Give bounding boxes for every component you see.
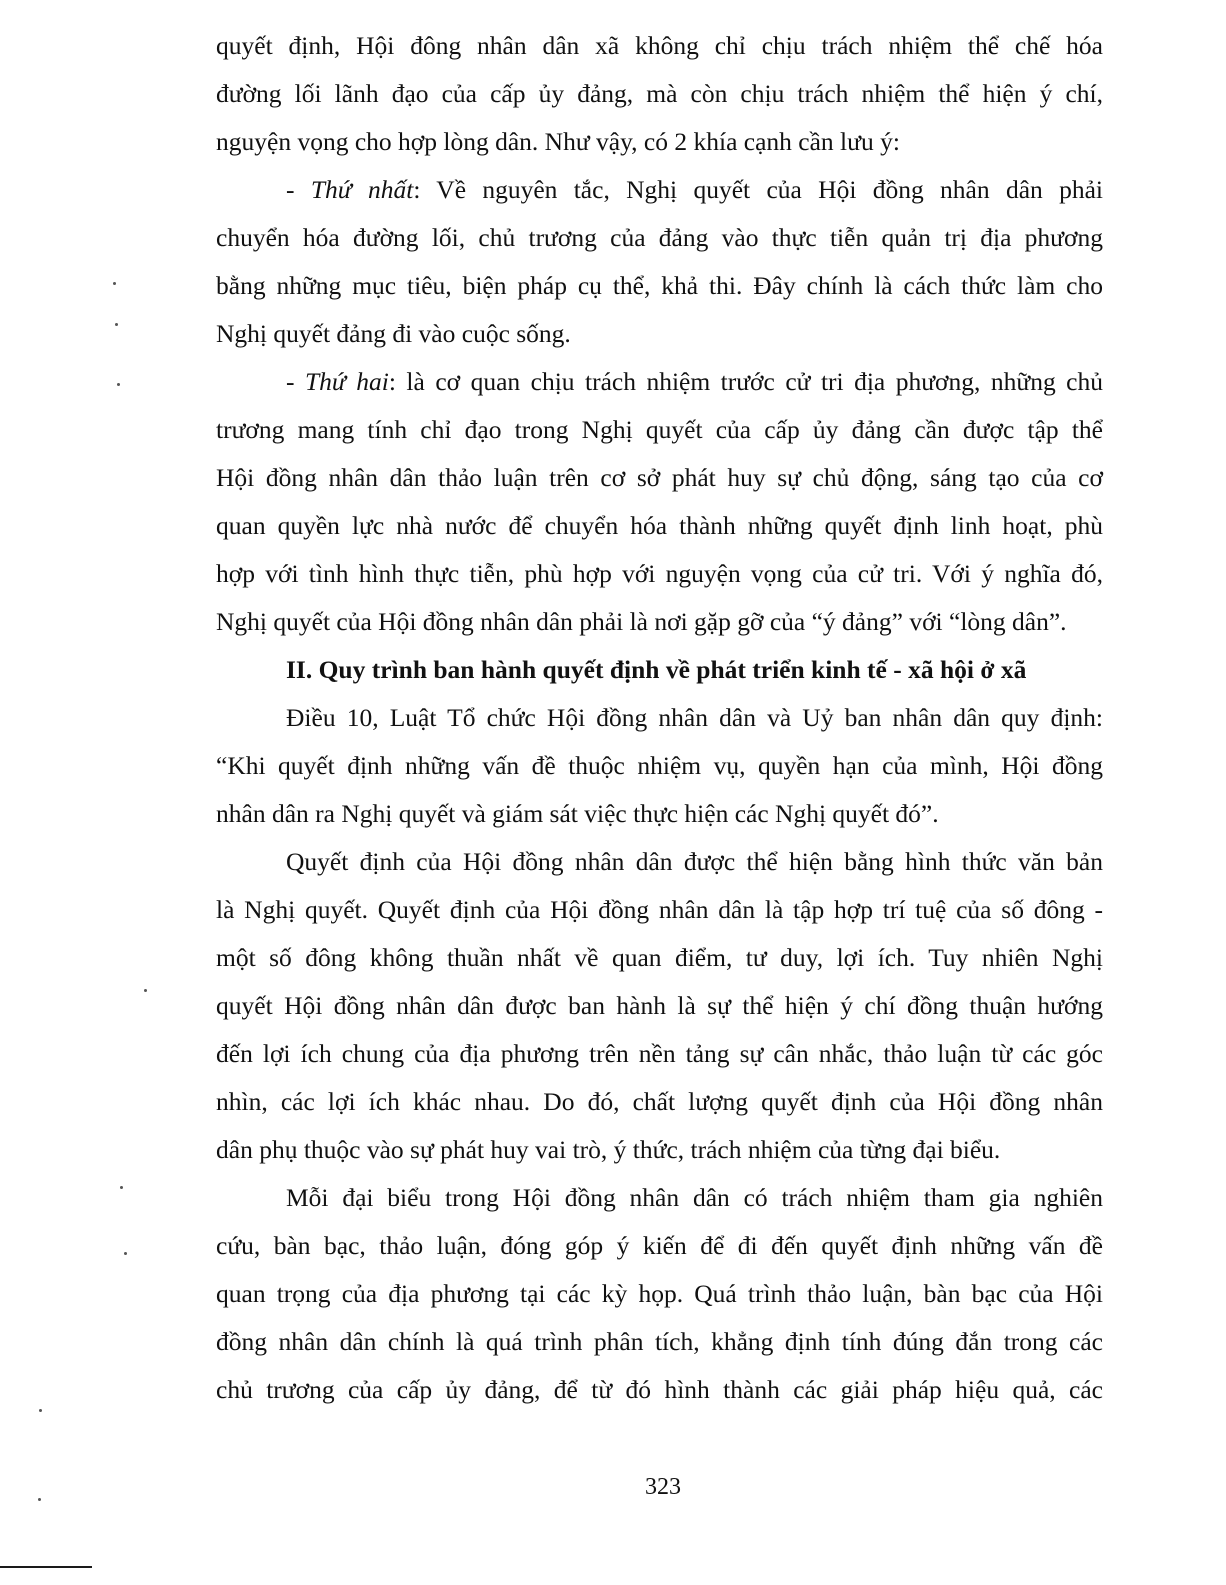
first-point-line (216, 166, 1103, 214)
first-point-label: Thứ nhất (310, 175, 414, 204)
scan-speck (39, 1409, 42, 1412)
text-line: nhân dân ra Nghị quyết và giám sát việc thực hiện các Nghị quyết đó”. (216, 799, 939, 828)
margin-rule (0, 1566, 92, 1568)
text-line: trương mang tính chỉ đạo trong Nghị quyết của cấp ủy đảng cần được tập thể (216, 415, 1103, 444)
text-line: quan quyền lực nhà nước để chuyển hóa thành những quyết định linh hoạt, phù (216, 511, 1103, 540)
text-line: là Nghị quyết. Quyết định của Hội đồng nhân dân là tập hợp trí tuệ của số đông - (216, 895, 1103, 924)
text-line: Mỗi đại biểu trong Hội đồng nhân dân có trách nhiệm tham gia nghiên (286, 1183, 1103, 1212)
scan-speck (117, 383, 120, 386)
scan-speck (38, 1498, 41, 1501)
dash: - (286, 367, 305, 396)
scan-speck (115, 323, 118, 326)
text-line: Hội đồng nhân dân thảo luận trên cơ sở phát huy sự chủ động, sáng tạo của cơ (216, 463, 1103, 492)
scan-speck (144, 989, 147, 992)
first-point-text: : Về nguyên tắc, Nghị quyết của Hội đồng nhân dân phải (413, 175, 1103, 204)
scan-speck (120, 1186, 123, 1189)
text-line: đến lợi ích chung của địa phương trên nền tảng sự cân nhắc, thảo luận từ các góc (216, 1039, 1103, 1068)
second-point-line (216, 358, 1103, 406)
text-line: đường lối lãnh đạo của cấp ủy đảng, mà còn chịu trách nhiệm thể hiện ý chí, (216, 79, 1103, 108)
text-line: Điều 10, Luật Tổ chức Hội đồng nhân dân và Uỷ ban nhân dân quy định: (286, 703, 1103, 732)
text-line: nguyện vọng cho hợp lòng dân. Như vậy, có 2 khía cạnh cần lưu ý: (216, 127, 900, 156)
scan-speck (113, 282, 116, 285)
second-point-label: Thứ hai (304, 367, 389, 396)
text-line: đồng nhân dân chính là quá trình phân tích, khẳng định tính đúng đắn trong các (216, 1327, 1103, 1356)
text-line: quyết định, Hội đông nhân dân xã không chỉ chịu trách nhiệm thể chế hóa (216, 31, 1103, 60)
second-point-text: : là cơ quan chịu trách nhiệm trước cử tri địa phương, những chủ (388, 367, 1103, 396)
text-line: quan trọng của địa phương tại các kỳ họp. Quá trình thảo luận, bàn bạc của Hội (216, 1279, 1103, 1308)
text-line: quyết Hội đồng nhân dân được ban hành là sự thể hiện ý chí đồng thuận hướng (216, 991, 1103, 1020)
body-text (216, 22, 1103, 1414)
text-line: bằng những mục tiêu, biện pháp cụ thể, khả thi. Đây chính là cách thức làm cho (216, 271, 1103, 300)
text-line: Nghị quyết đảng đi vào cuộc sống. (216, 319, 571, 348)
text-line: dân phụ thuộc vào sự phát huy vai trò, ý thức, trách nhiệm của từng đại biểu. (216, 1135, 1001, 1164)
text-line: Quyết định của Hội đồng nhân dân được thể hiện bằng hình thức văn bản (286, 847, 1103, 876)
text-line: một số đông không thuần nhất về quan điểm, tư duy, lợi ích. Tuy nhiên Nghị (216, 943, 1103, 972)
text-line: hợp với tình hình thực tiễn, phù hợp với nguyện vọng của cử tri. Với ý nghĩa đó, (216, 559, 1103, 588)
text-line: Nghị quyết của Hội đồng nhân dân phải là nơi gặp gỡ của “ý đảng” với “lòng dân”. (216, 607, 1067, 636)
text-line: “Khi quyết định những vấn đề thuộc nhiệm vụ, quyền hạn của mình, Hội đồng (216, 751, 1103, 780)
text-line: chuyển hóa đường lối, chủ trương của đảng vào thực tiễn quản trị địa phương (216, 223, 1103, 252)
text-line: chủ trương của cấp ủy đảng, để từ đó hình thành các giải pháp hiệu quả, các (216, 1375, 1103, 1404)
page-number: 323 (645, 1474, 681, 1500)
text-line: cứu, bàn bạc, thảo luận, đóng góp ý kiến để đi đến quyết định những vấn đề (216, 1231, 1103, 1260)
scan-speck (124, 1252, 127, 1255)
text-line: nhìn, các lợi ích khác nhau. Do đó, chất lượng quyết định của Hội đồng nhân (216, 1087, 1103, 1116)
section-heading: II. Quy trình ban hành quyết định về phát triển kinh tế - xã hội ở xã (286, 655, 1027, 684)
dash: - (286, 175, 311, 204)
